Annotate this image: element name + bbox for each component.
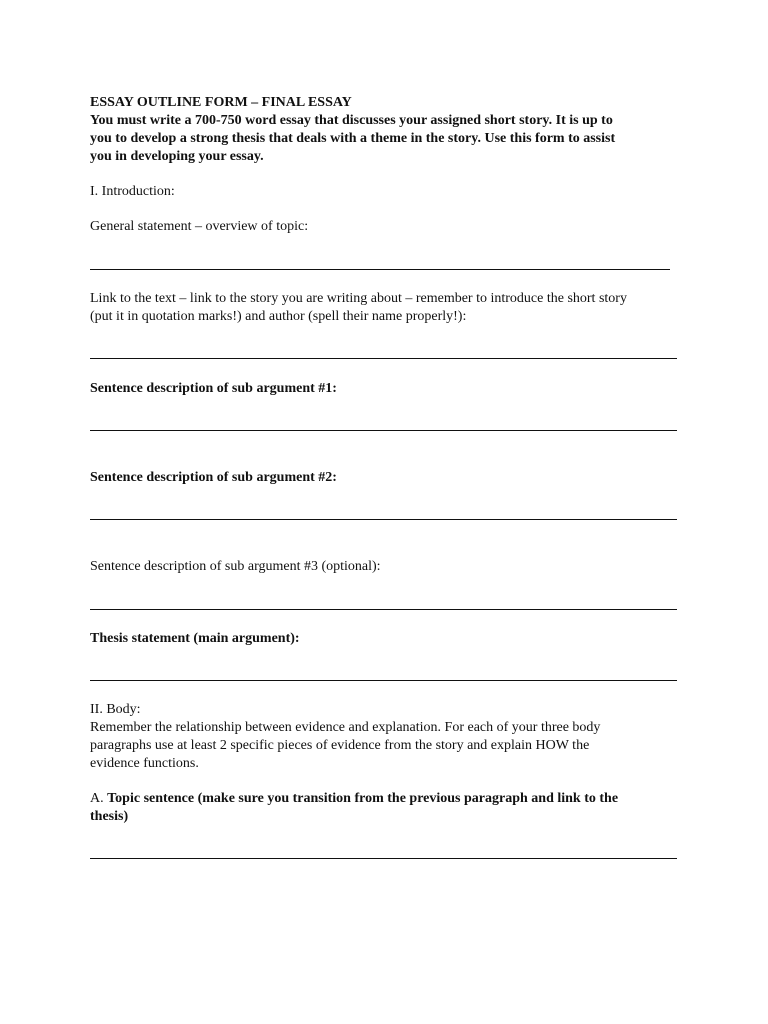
sub-argument-1-label: Sentence description of sub argument #1: xyxy=(90,381,337,396)
thesis-statement-answer-line[interactable] xyxy=(90,680,677,681)
topic-sentence-answer-line[interactable] xyxy=(90,858,677,859)
intro-line-3: you in developing your essay. xyxy=(90,149,264,164)
section-body-heading: II. Body: xyxy=(90,702,141,717)
intro-line-1: You must write a 700-750 word essay that discusses your assigned short story. It is up to xyxy=(90,113,613,128)
sub-argument-2-answer-line[interactable] xyxy=(90,519,677,520)
body-instructions-line-1: Remember the relationship between evidence and explanation. For each of your three body xyxy=(90,720,601,735)
intro-line-2: you to develop a strong thesis that deals with a theme in the story. Use this form to assist xyxy=(90,131,616,146)
link-to-text-answer-line[interactable] xyxy=(90,358,677,359)
link-to-text-line-2: (put it in quotation marks!) and author (spell their name properly!): xyxy=(90,309,467,324)
sub-argument-3-answer-line[interactable] xyxy=(90,609,677,610)
section-introduction-heading: I. Introduction: xyxy=(90,184,175,199)
topic-sentence-bold-1: Topic sentence (make sure you transition from the previous paragraph and link to the xyxy=(107,791,619,806)
sub-argument-1-answer-line[interactable] xyxy=(90,430,677,431)
topic-sentence-line-2: thesis) xyxy=(90,809,129,824)
general-statement-label: General statement – overview of topic: xyxy=(90,219,309,234)
thesis-statement-label: Thesis statement (main argument): xyxy=(90,631,300,646)
form-title: ESSAY OUTLINE FORM – FINAL ESSAY xyxy=(90,95,352,110)
link-to-text-line-1: Link to the text – link to the story you are writing about – remember to introduce the short story xyxy=(90,291,627,306)
general-statement-answer-line[interactable] xyxy=(90,269,670,270)
topic-prefix: A. xyxy=(90,791,108,806)
topic-sentence-line-1 xyxy=(90,790,618,808)
sub-argument-2-label: Sentence description of sub argument #2: xyxy=(90,470,337,485)
sub-argument-3-label: Sentence description of sub argument #3 (optional): xyxy=(90,559,381,574)
body-instructions-line-2: paragraphs use at least 2 specific pieces of evidence from the story and explain HOW the xyxy=(90,738,590,753)
body-instructions-line-3: evidence functions. xyxy=(90,756,199,771)
